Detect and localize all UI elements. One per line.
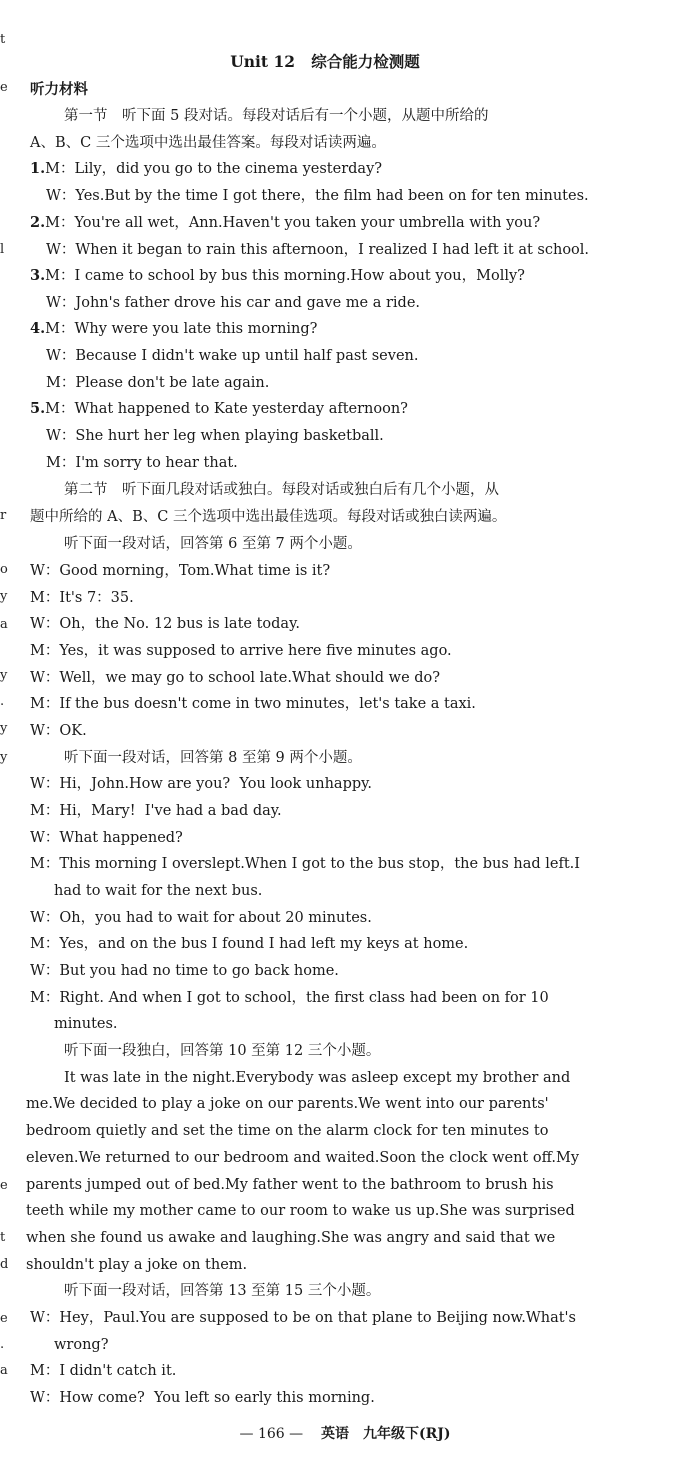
margin-fragment: y (0, 589, 8, 604)
dialog-line: W：Hey，Paul.You are supposed to be on that plane to Beijing now.What's (30, 1310, 576, 1326)
margin-fragment: y (0, 721, 8, 736)
monologue-line: shouldn't play a joke on them. (26, 1257, 248, 1273)
part2-instruction: 第二节 听下面几段对话或独白。每段对话或独白后有几个小题，从 (64, 482, 499, 498)
dialog-line: W：Oh，the No. 12 bus is late today. (30, 616, 300, 632)
dialog-line: W：Good morning，Tom.What time is it? (30, 563, 331, 579)
dialog-line: 1.M：Lily，did you go to the cinema yesterday? (30, 160, 383, 177)
margin-fragment: t (0, 32, 6, 47)
dialog-line: W：How come? You left so early this morning. (30, 1390, 375, 1406)
part2-instruction: 题中所给的 A、B、C 三个选项中选出最佳选项。每段对话或独白读两遍。 (30, 509, 507, 525)
dialog-line: 4.M：Why were you late this morning? (30, 320, 318, 337)
margin-fragment: . (0, 1337, 5, 1352)
monologue-line: teeth while my mother came to our room to wake us up.She was surprised (26, 1203, 575, 1219)
dialog-line: W：Hi，John.How are you? You look unhappy. (30, 776, 373, 792)
dialog-line: wrong? (54, 1337, 109, 1353)
dialog-line: M：It's 7：35. (30, 590, 134, 606)
dialog-line: W：Yes.But by the time I got there，the film had been on for ten minutes. (46, 188, 589, 204)
monologue-line: eleven.We returned to our bedroom and waited.Soon the clock went off.My (26, 1150, 580, 1166)
dialog-line: W：John's father drove his car and gave me a ride. (46, 295, 421, 311)
monologue-line: parents jumped out of bed.My father went to the bathroom to brush his (26, 1177, 554, 1193)
dialog-line: W：But you had no time to go back home. (30, 963, 339, 979)
dialog-line: M：I didn't catch it. (30, 1363, 177, 1379)
item-number: 5. (30, 400, 46, 417)
dialog-line: W：When it began to rain this afternoon，I realized I had left it at school. (46, 242, 590, 258)
dialog-line: M：I'm sorry to hear that. (46, 455, 238, 471)
section-intro: 听下面一段对话，回答第 6 至第 7 两个小题。 (64, 536, 362, 552)
dialog-line: 5.M：What happened to Kate yesterday afternoon? (30, 400, 408, 417)
section-intro: 听下面一段对话，回答第 8 至第 9 两个小题。 (64, 750, 362, 766)
margin-fragment: e (0, 80, 8, 95)
page-footer (0, 1423, 690, 1443)
dialog-line: W：OK. (30, 723, 87, 739)
margin-fragment: e (0, 1311, 8, 1326)
margin-fragment: . (0, 694, 5, 709)
dialog-line: M：Yes，and on the bus I found I had left my keys at home. (30, 936, 469, 952)
item-number: 4. (30, 320, 46, 337)
dialog-line: M：Please don't be late again. (46, 375, 270, 391)
dialog-line: had to wait for the next bus. (54, 883, 263, 899)
item-number: 1. (30, 160, 46, 177)
part1-instruction: 第一节 听下面 5 段对话。每段对话后有一个小题，从题中所给的 (64, 108, 489, 124)
margin-fragment: t (0, 1230, 6, 1245)
margin-fragment: e (0, 1178, 8, 1193)
section-intro: 听下面一段独白，回答第 10 至第 12 三个小题。 (64, 1043, 381, 1059)
dialog-line: W：Well，we may go to school late.What should we do? (30, 670, 441, 686)
dialog-line: M：Hi，Mary! I've had a bad day. (30, 803, 282, 819)
section-heading: 听力材料 (30, 82, 88, 98)
part1-instruction: A、B、C 三个选项中选出最佳答案。每段对话读两遍。 (30, 135, 386, 151)
margin-fragment: a (0, 1363, 8, 1378)
dialog-line: M：This morning I overslept.When I got to the bus stop，the bus had left.I (30, 856, 580, 872)
margin-fragment: o (0, 562, 8, 577)
page-number: — 166 — (239, 1426, 304, 1442)
margin-fragment: r (0, 508, 7, 523)
margin-fragment: l (0, 242, 5, 257)
margin-fragment: a (0, 617, 8, 632)
monologue-line: me.We decided to play a joke on our parents.We went into our parents' (26, 1096, 549, 1112)
dialog-line: M：Right. And when I got to school，the first class had been on for 10 (30, 990, 549, 1006)
dialog-line: W：Oh，you had to wait for about 20 minutes. (30, 910, 372, 926)
dialog-line: 3.M：I came to school by bus this morning.How about you，Molly? (30, 267, 525, 284)
dialog-line: W：Because I didn't wake up until half past seven. (46, 348, 419, 364)
monologue-line: It was late in the night.Everybody was asleep except my brother and (64, 1070, 571, 1086)
footer-subject: 英语 九年级下(RJ) (320, 1426, 451, 1442)
dialog-line: minutes. (54, 1016, 118, 1032)
margin-fragment: y (0, 668, 8, 683)
monologue-line: when she found us awake and laughing.She was angry and said that we (26, 1230, 556, 1246)
margin-fragment: d (0, 1257, 9, 1272)
page-title: Unit 12 综合能力检测题 (230, 52, 420, 71)
left-margin-fragments (0, 0, 14, 1460)
section-intro: 听下面一段对话，回答第 13 至第 15 三个小题。 (64, 1283, 381, 1299)
item-number: 3. (30, 267, 46, 284)
monologue-line: bedroom quietly and set the time on the alarm clock for ten minutes to (26, 1123, 549, 1139)
dialog-line: M：If the bus doesn't come in two minutes，let's take a taxi. (30, 696, 476, 712)
dialog-line: W：What happened? (30, 830, 183, 846)
dialog-line: M：Yes，it was supposed to arrive here five minutes ago. (30, 643, 452, 659)
dialog-line: 2.M：You're all wet，Ann.Haven't you taken your umbrella with you? (30, 214, 541, 231)
dialog-line: W：She hurt her leg when playing basketball. (46, 428, 384, 444)
margin-fragment: y (0, 750, 8, 765)
item-number: 2. (30, 214, 46, 231)
